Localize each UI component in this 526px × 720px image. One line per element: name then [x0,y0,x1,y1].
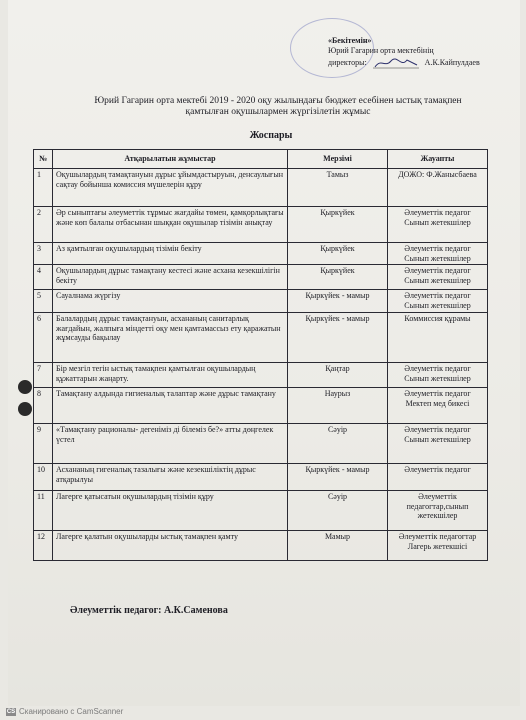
plan-table [33,149,488,561]
row-number: 9 [34,424,53,464]
row-task: Балалардың дұрыс тамақтануын, асхананың санитарлық жағдайын, жалпыға міндетті оқу мен қамтамассыз ету қаражатын жұмсауды бақылау [53,313,288,363]
table-row [34,265,488,290]
row-number: 6 [34,313,53,363]
row-task: Лагерге қатысатын оқушылардың тізімін құру [53,491,288,531]
row-task: Тамақтану алдында гигиеналық талаптар және дұрыс тамақтану [53,388,288,424]
row-responsible: Әлеуметтік педагогтар,сынып жетекшілер [388,491,488,531]
row-number: 12 [34,531,53,561]
row-number: 2 [34,207,53,243]
row-task: Сауалнама жүргізу [53,290,288,313]
row-task: Бір мезгіл тегін ыстық тамақпен қамтылған оқушылардың құжаттарын жаңарту. [53,363,288,388]
row-responsible: ДОЖО: Ф.Жанысбаева [388,169,488,207]
row-term: Қаңтар [288,363,388,388]
row-number: 4 [34,265,53,290]
document-title: Юрий Гагарин орта мектебі 2019 - 2020 оқу жылындағы бюджет есебінен ыстық тамақпен қамтылған оқушылармен жүргізілетін жұмыс [94,96,462,117]
table-row [34,313,488,363]
row-task: Оқушылардың тамақтануын дұрыс ұйымдастыруын, денсаулығын сақтау бойынша комиссия мүшелерін құру [53,169,288,207]
camscanner-watermark [6,707,123,716]
table-row [34,424,488,464]
row-term: Қыркүйек - мамыр [288,464,388,491]
approval-position: директоры: [328,58,367,67]
table-row [34,169,488,207]
table-row [34,243,488,265]
row-responsible: Әлеуметтік педагог Сынып жетекшілер [388,265,488,290]
approval-block [328,36,480,70]
row-responsible: Әлеуметтік педагог Сынып жетекшілер [388,243,488,265]
header-term: Мерзімі [288,150,388,169]
row-responsible: Әлеуметтік педагог Мектеп мед бикесі [388,388,488,424]
row-term: Қыркүйек [288,243,388,265]
row-term: Сәуір [288,491,388,531]
row-number: 7 [34,363,53,388]
row-task: Оқушылардың дұрыс тамақтану кестесі және асхана кезекшілігін бекіту [53,265,288,290]
row-task: Лагерге қалатын оқушыларды ыстық тамақпен қамту [53,531,288,561]
row-responsible: Әлеуметтік педагогтар Лагерь жетекшісі [388,531,488,561]
row-number: 8 [34,388,53,424]
row-responsible: Әлеуметтік педагог Сынып жетекшілер [388,363,488,388]
watermark-text: Сканировано с CamScanner [19,707,124,716]
row-term: Қыркүйек [288,265,388,290]
punch-hole-top [18,380,32,394]
header-number: № [34,150,53,169]
approval-heading: «Бекітемін» [328,36,372,45]
table-row [34,388,488,424]
row-responsible: Әлеуметтік педагог [388,464,488,491]
approval-school: Юрий Гагарин орта мектебінің [328,46,434,55]
row-term: Тамыз [288,169,388,207]
row-task: «Тамақтану рационалы- дегеніміз ді білеміз бе?» атты дөңгелек үстел [53,424,288,464]
row-number: 5 [34,290,53,313]
camscanner-logo-icon: CS [6,708,16,715]
row-responsible: Әлеуметтік педагог Сынып жетекшілер [388,207,488,243]
row-number: 3 [34,243,53,265]
row-term: Мамыр [288,531,388,561]
row-term: Қыркүйек - мамыр [288,290,388,313]
table-row [34,531,488,561]
row-term: Қыркүйек [288,207,388,243]
row-number: 1 [34,169,53,207]
row-number: 11 [34,491,53,531]
table-header-row [34,150,488,169]
table-row [34,207,488,243]
row-number: 10 [34,464,53,491]
table-row [34,363,488,388]
row-task: Асхананың гигеналық тазалығы және кезекшіліктің дұрыс атқарылуы [53,464,288,491]
document-subtitle: Жоспары [249,130,293,141]
row-term: Наурыз [288,388,388,424]
table-row [34,491,488,531]
table-row [34,290,488,313]
row-term: Сәуір [288,424,388,464]
social-pedagogue-signature: Әлеуметтік педагог: А.К.Саменова [70,605,228,616]
row-task: Әр сыныптағы әлеуметтік тұрмыс жағдайы төмен, қамқорлықтағы және көп балалы отбасынан шыққан оқушылар тізімін анықтау [53,207,288,243]
director-signature [373,56,419,70]
punch-hole-bottom [18,402,32,416]
row-task: Аз қамтылған оқушылардың тізімін бекіту [53,243,288,265]
header-tasks: Атқарылатын жұмыстар [53,150,288,169]
header-responsible: Жауапты [388,150,488,169]
table-row [34,464,488,491]
row-term: Қыркүйек - мамыр [288,313,388,363]
row-responsible: Әлеуметтік педагог Сынып жетекшілер [388,290,488,313]
row-responsible: Әлеуметтік педагог Сынып жетекшілер [388,424,488,464]
row-responsible: Коммиссия құрамы [388,313,488,363]
director-name: А.К.Кайпулдаев [424,58,480,67]
approval-sign-row [328,56,480,70]
